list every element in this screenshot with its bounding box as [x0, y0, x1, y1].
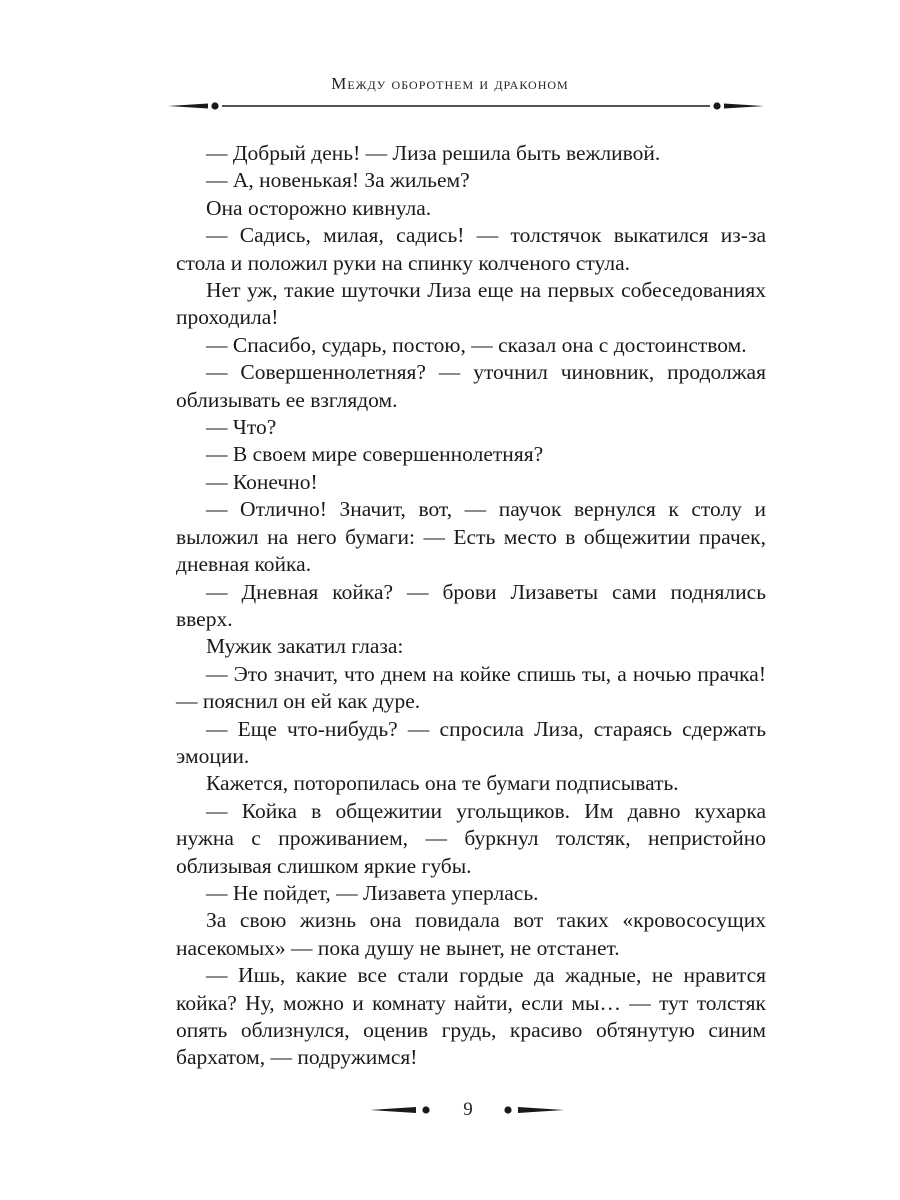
- paragraph: Кажется, поторопилась она те бумаги подписывать.: [206, 771, 679, 796]
- footer-ornament-left: [370, 1104, 434, 1116]
- page-footer: [0, 1098, 900, 1122]
- paragraph: — Дневная койка? — брови Лизаветы сами поднялись вверх.: [176, 579, 766, 631]
- paragraph: — Ишь, какие все стали гордые да жадные, не нравится койка? Ну, можно и комнату найти, если мы… — тут толстяк опять облизнулся, оценив грудь, красиво обтянутую синим бархатом, — подружимся!: [176, 963, 766, 1070]
- paragraph: — Что?: [206, 415, 277, 440]
- paragraph: — Еще что-нибудь? — спросила Лиза, стараясь сдержать эмоции.: [176, 716, 766, 768]
- footer-ornament-right: [500, 1104, 564, 1116]
- paragraph: — В своем мире совершеннолетняя?: [206, 442, 544, 467]
- page-number: 9: [463, 1099, 473, 1120]
- paragraph: — Спасибо, сударь, постою, — сказал она с достоинством.: [206, 332, 747, 357]
- paragraph: Она осторожно кивнула.: [206, 195, 432, 220]
- paragraph: — Совершеннолетняя? — уточнил чиновник, продолжая облизывать ее взглядом.: [176, 360, 766, 412]
- paragraph: За свою жизнь она повидала вот таких «кровососущих насекомых» — пока душу не вынет, не отстанет.: [176, 908, 766, 960]
- paragraph: Нет уж, такие шуточки Лиза еще на первых собеседованиях проходила!: [176, 278, 766, 330]
- running-head: Между оборотнем и драконом: [331, 74, 569, 93]
- paragraph: — Не пойдет, — Лизавета уперлась.: [206, 880, 539, 905]
- paragraph: — Добрый день! — Лиза решила быть вежливой.: [206, 141, 661, 165]
- paragraph: — Это значит, что днем на койке спишь ты, а ночью прачка! — пояснил он ей как дуре.: [176, 661, 766, 714]
- paragraph: — Конечно!: [206, 469, 318, 494]
- paragraph: — Отлично! Значит, вот, — паучок вернулся к столу и выложил на него бумаги: — Есть место в общежитии прачек, дневная койка.: [176, 497, 766, 577]
- body-text: [176, 140, 766, 1072]
- paragraph: — Койка в общежитии угольщиков. Им давно кухарка нужна с проживанием, — буркнул толстяк, непристойно облизывая слишком яркие губы.: [176, 798, 766, 878]
- paragraph: Мужик закатил глаза:: [206, 634, 404, 659]
- paragraph: — А, новенькая! За жильем?: [206, 168, 470, 193]
- paragraph: — Садись, милая, садись! — толстячок выкатился из-за стола и положил руки на спинку колченого стула.: [176, 223, 766, 275]
- header-ornament: [168, 98, 764, 114]
